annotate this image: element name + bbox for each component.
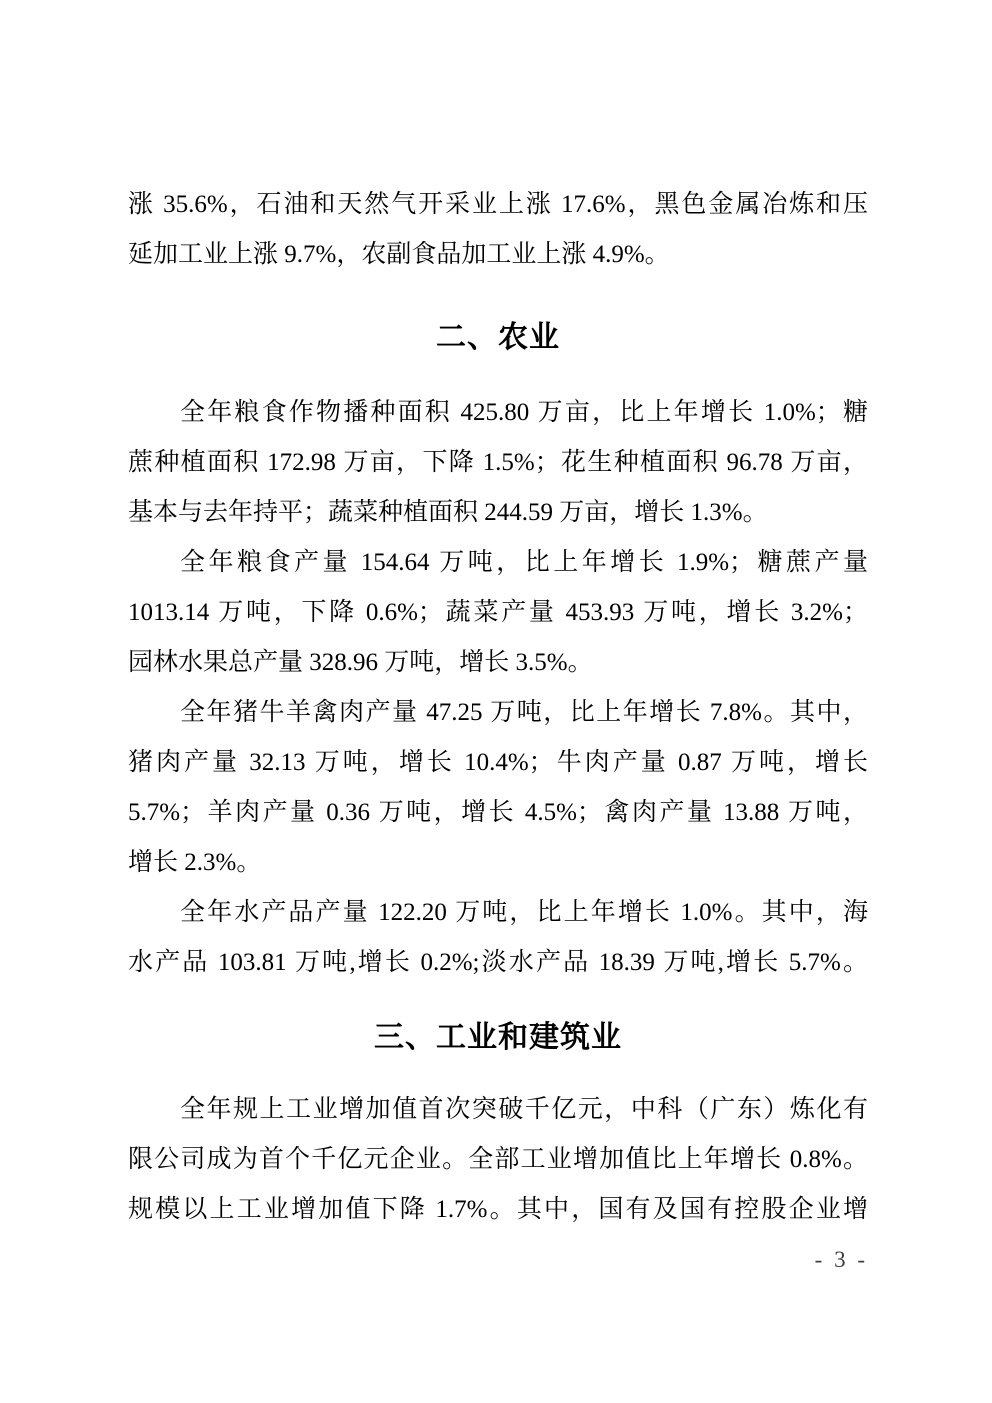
document-content	[128, 180, 868, 1285]
text-line: 基本与去年持平；蔬菜种植面积 244.59 万亩，增长 1.3%。	[128, 499, 768, 526]
text-line: 蔗种植面积 172.98 万亩，下降 1.5%；花生种植面积 96.78 万亩，	[128, 449, 868, 476]
paragraph-sown-area	[128, 388, 868, 538]
text-line: 涨 35.6%，石油和天然气开采业上涨 17.6%，黑色金属冶炼和压	[128, 191, 868, 218]
section-heading-agriculture: 二、农业	[436, 321, 560, 354]
text-line: 水产品 103.81 万吨,增长 0.2%;淡水产品 18.39 万吨,增长 5.7%。	[128, 949, 868, 976]
paragraph-crop-output	[128, 538, 868, 688]
text-line: 全年水产品产量 122.20 万吨，比上年增长 1.0%。其中，海	[180, 899, 868, 926]
text-line: 延加工业上涨 9.7%，农副食品加工业上涨 4.9%。	[128, 241, 670, 268]
text-line: 猪肉产量 32.13 万吨，增长 10.4%；牛肉产量 0.87 万吨，增长	[128, 749, 868, 776]
text-line: 园林水果总产量 328.96 万吨，增长 3.5%。	[128, 649, 593, 676]
paragraph-price-continuation	[128, 180, 868, 280]
paragraph-meat-output	[128, 688, 868, 888]
text-line: 全年粮食产量 154.64 万吨，比上年增长 1.9%；糖蔗产量	[180, 549, 868, 576]
text-line: 规模以上工业增加值下降 1.7%。其中，国有及国有控股企业增	[128, 1196, 868, 1223]
text-line: 增长 2.3%。	[128, 849, 262, 876]
page-number: - 3 -	[814, 1247, 868, 1272]
section-heading-industry-construction: 三、工业和建筑业	[374, 1021, 622, 1054]
text-line: 限公司成为首个千亿元企业。全部工业增加值比上年增长 0.8%。	[128, 1146, 868, 1173]
text-line: 1013.14 万吨，下降 0.6%；蔬菜产量 453.93 万吨，增长 3.2%；	[128, 599, 868, 626]
paragraph-aquatic-output	[128, 888, 868, 988]
text-line: 全年粮食作物播种面积 425.80 万亩，比上年增长 1.0%；糖	[180, 399, 868, 426]
text-line: 全年猪牛羊禽肉产量 47.25 万吨，比上年增长 7.8%。其中，	[180, 699, 868, 726]
text-line: 5.7%；羊肉产量 0.36 万吨，增长 4.5%；禽肉产量 13.88 万吨，	[128, 799, 868, 826]
paragraph-industrial-value-added	[128, 1085, 868, 1235]
text-line: 全年规上工业增加值首次突破千亿元，中科（广东）炼化有	[180, 1096, 868, 1123]
